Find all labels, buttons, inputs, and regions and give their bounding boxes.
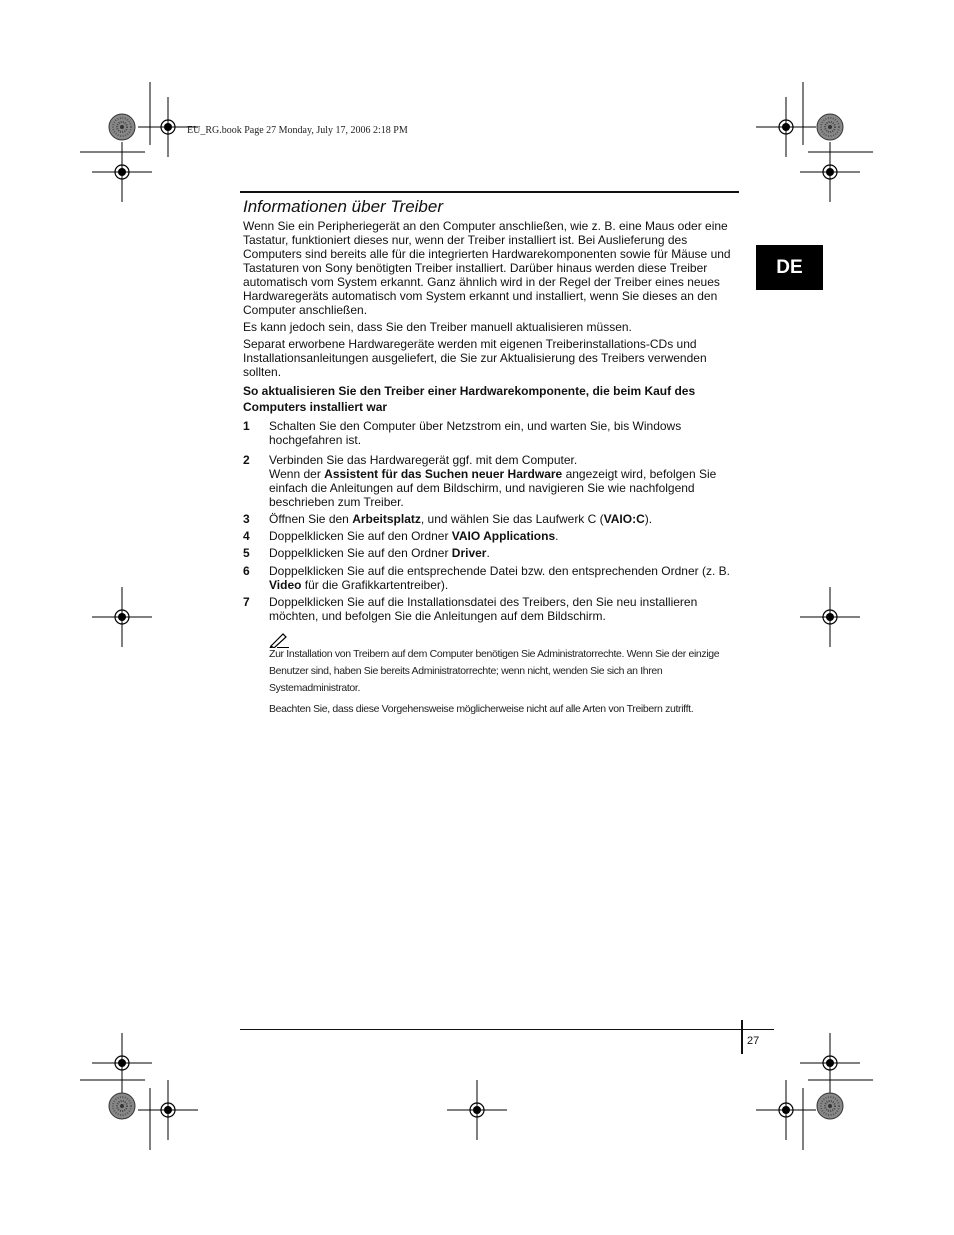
paragraph-separate-hardware: Separat erworbene Hardwaregeräte werden mit eigenen Treiberinstallations-CDs und Installationsanleitungen ausgeliefert, die Sie zur Aktualisierung des Treibers verwenden sollten.	[243, 337, 707, 379]
procedure-heading: So aktualisieren Sie den Treiber einer Hardwarekomponente, die beim Kauf des Computers installiert war	[243, 384, 696, 414]
step-number: 7	[243, 595, 250, 609]
step-number: 4	[243, 529, 250, 543]
step-number: 1	[243, 419, 250, 433]
ui-term: Driver	[451, 546, 487, 560]
step-text: Doppelklicken Sie auf die entsprechende Datei bzw. den entsprechenden Ordner (z. B. Video für die Grafikkartentreiber).	[269, 564, 730, 592]
step-item	[243, 453, 743, 509]
step-item	[243, 564, 743, 592]
ui-term: Assistent für das Suchen neuer Hardware	[324, 467, 563, 481]
step-number: 2	[243, 453, 250, 467]
step-text: Doppelklicken Sie auf den Ordner VAIO Applications.	[269, 529, 559, 543]
print-header: EU_RG.book Page 27 Monday, July 17, 2006 2:18 PM	[187, 125, 408, 136]
page-number: 27	[747, 1035, 760, 1047]
section-rule	[240, 191, 739, 193]
ui-term: VAIO:C	[603, 512, 645, 526]
step-item	[243, 546, 743, 560]
language-tab: DE	[756, 245, 823, 290]
step-item	[243, 529, 743, 543]
note-administrator: Zur Installation von Treibern auf dem Computer benötigen Sie Administratorrechte. Wenn Sie der einzige Benutzer sind, haben Sie bereits Administratorrechte; wenn nicht, wenden Sie sich an Ihren Systemadministrator.	[269, 648, 720, 694]
ui-term: Arbeitsplatz	[352, 512, 421, 526]
paragraph-intro: Wenn Sie ein Peripheriegerät an den Computer anschließen, wie z. B. eine Maus oder eine Tastatur, funktioniert dieses nur, wenn der Treiber installiert ist. Bei Auslieferung des Computers sind bereits alle für die integrierten Hardwarekomponenten sowie für Mäuse und Tastaturen von Sony benötigten Treiber installiert. Darüber hinaus werden diese Treiber automatisch vom System erkannt. Ganz ähnlich wird in der Regel der Treiber eines neues Hardwaregeräts automatisch vom System erkannt und installiert, wenn Sie dieses an den Computer anschließen.	[243, 219, 731, 317]
step-number: 5	[243, 546, 250, 560]
step-text: Öffnen Sie den Arbeitsplatz, und wählen Sie das Laufwerk C (VAIO:C).	[269, 512, 653, 526]
footer-rule	[240, 1029, 774, 1030]
page-number-divider	[741, 1020, 743, 1054]
paragraph-manual-update: Es kann jedoch sein, dass Sie den Treiber manuell aktualisieren müssen.	[243, 320, 632, 334]
step-text: Doppelklicken Sie auf die Installationsdatei des Treibers, den Sie neu installieren möchten, und befolgen Sie die Anleitungen auf dem Bildschirm.	[269, 595, 698, 623]
note-driver-types: Beachten Sie, dass diese Vorgehensweise möglicherweise nicht auf alle Arten von Treibern zutrifft.	[269, 703, 694, 715]
step-text: Verbinden Sie das Hardwaregerät ggf. mit dem Computer. Wenn der Assistent für das Suchen neuer Hardware angezeigt wird, befolgen Sie einfach die Anleitungen auf dem Bildschirm, und navigieren Sie wie nachfolgend beschrieben zum Treiber.	[269, 453, 717, 509]
step-number: 3	[243, 512, 250, 526]
step-item	[243, 512, 743, 526]
step-item	[243, 419, 743, 447]
ui-term: Video	[269, 578, 302, 592]
step-text: Doppelklicken Sie auf den Ordner Driver.	[269, 546, 490, 560]
step-number: 6	[243, 564, 250, 578]
step-text: Schalten Sie den Computer über Netzstrom ein, und warten Sie, bis Windows hochgefahren ist.	[269, 419, 682, 447]
step-item	[243, 595, 743, 623]
ui-term: VAIO Applications	[451, 529, 556, 543]
section-title: Informationen über Treiber	[243, 197, 444, 216]
